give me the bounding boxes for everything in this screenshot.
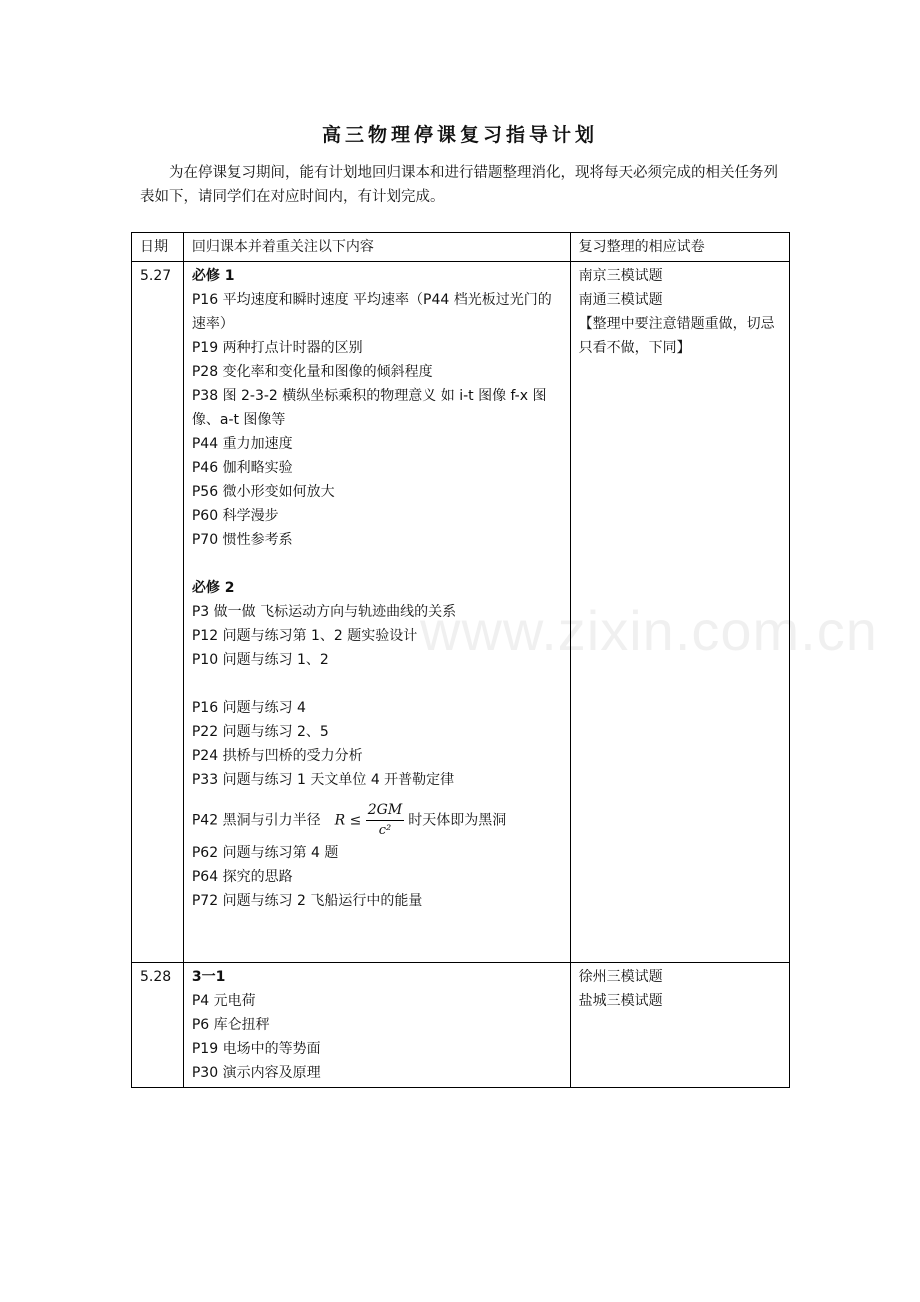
table-row [132, 262, 790, 963]
list-item: P24 拱桥与凹桥的受力分析 [191, 748, 363, 764]
section-heading: 3一1 [191, 969, 226, 985]
header-papers: 复习整理的相应试卷 [570, 233, 789, 262]
row-content [183, 963, 570, 1088]
formula-denominator: c² [378, 823, 392, 838]
watermark: www.zixin.com.cn [420, 599, 878, 662]
table-header-row [132, 233, 790, 262]
list-item: P19 电场中的等势面 [191, 1041, 321, 1057]
study-plan-table [131, 232, 790, 1088]
formula-lhs: R ≤ [334, 812, 362, 829]
paper-item: 南通三模试题 [578, 292, 663, 308]
list-item: P19 两种打点计时器的区别 [191, 340, 363, 356]
row-date: 5.27 [132, 262, 184, 963]
table-row [132, 963, 790, 1088]
formula-suffix: 时天体即为黑洞 [408, 812, 507, 829]
list-item: P62 问题与练习第 4 题 [191, 845, 339, 861]
section-heading: 必修 2 [191, 580, 235, 596]
formula-fraction [366, 800, 404, 841]
list-item: P60 科学漫步 [191, 508, 279, 524]
section-heading: 必修 1 [191, 268, 235, 284]
page-title: 高三物理停课复习指导计划 [321, 124, 598, 146]
header-date: 日期 [132, 233, 184, 262]
formula-numerator: 2GM [366, 800, 404, 821]
list-item: P30 演示内容及原理 [191, 1065, 321, 1081]
row-papers [570, 262, 789, 963]
row-papers [570, 963, 789, 1088]
paper-item: 南京三模试题 [578, 268, 663, 284]
list-item: P22 问题与练习 2、5 [191, 724, 329, 740]
row-content [183, 262, 570, 963]
list-item: P46 伽利略实验 [191, 460, 293, 476]
list-item: P64 探究的思路 [191, 869, 293, 885]
schwarzschild-formula [335, 800, 405, 841]
formula-list-item [192, 792, 562, 841]
list-item: P10 问题与练习 1、2 [191, 652, 329, 668]
list-item: P4 元电荷 [191, 993, 256, 1009]
list-item: P3 做一做 飞标运动方向与轨迹曲线的关系 [191, 604, 457, 620]
list-item: P44 重力加速度 [191, 436, 293, 452]
paper-item: 盐城三模试题 [578, 993, 663, 1009]
list-item: P56 微小形变如何放大 [191, 484, 335, 500]
list-item: P72 问题与练习 2 飞船运行中的能量 [191, 893, 423, 909]
list-item: P70 惯性参考系 [191, 532, 293, 548]
list-item: P28 变化率和变化量和图像的倾斜程度 [191, 364, 433, 380]
list-item: P12 问题与练习第 1、2 题实验设计 [191, 628, 418, 644]
spacer [192, 672, 562, 696]
list-item: P38 图 2-3-2 横纵坐标乘积的物理意义 如 i-t 图像 f-x 图像、a-t 图像等 [191, 388, 547, 428]
spacer [192, 552, 562, 576]
formula-prefix: P42 黑洞与引力半径 [191, 812, 321, 829]
list-item: P16 问题与练习 4 [191, 700, 306, 716]
row-date: 5.28 [132, 963, 184, 1088]
paper-item: 徐州三模试题 [578, 969, 663, 985]
intro-paragraph: 为在停课复习期间，能有计划地回归课本和进行错题整理消化，现将每天必须完成的相关任务列表如下，请同学们在对应时间内，有计划完成。 [140, 165, 778, 205]
list-item: P6 库仑扭秤 [191, 1017, 270, 1033]
list-item: P33 问题与练习 1 天文单位 4 开普勒定律 [191, 772, 455, 788]
list-item: P16 平均速度和瞬时速度 平均速率（P44 档光板过光门的速率） [191, 292, 552, 332]
paper-note: 【整理中要注意错题重做，切忌只看不做，下同】 [578, 316, 775, 356]
header-content: 回归课本并着重关注以下内容 [183, 233, 570, 262]
